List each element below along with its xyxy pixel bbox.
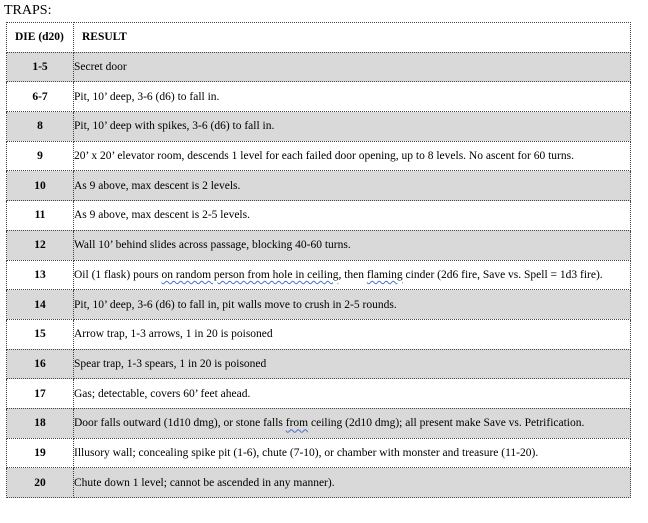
result-cell: Arrow trap, 1-3 arrows, 1 in 20 is poisoned <box>74 319 631 349</box>
result-cell <box>74 260 631 290</box>
die-cell: 18 <box>7 408 74 438</box>
result-cell: Pit, 10’ deep with spikes, 3-6 (d6) to fall in. <box>74 112 631 142</box>
header-result: RESULT <box>74 23 631 53</box>
result-text: Door falls outward (1d10 dmg), or stone falls <box>74 417 286 430</box>
die-cell: 19 <box>7 438 74 468</box>
result-cell <box>74 408 631 438</box>
table-row <box>7 319 631 349</box>
die-cell: 1-5 <box>7 52 74 82</box>
table-row <box>7 468 631 498</box>
table-row <box>7 379 631 409</box>
table-row <box>7 171 631 201</box>
die-cell: 15 <box>7 319 74 349</box>
table-row <box>7 438 631 468</box>
table-row <box>7 201 631 231</box>
result-cell: Illusory wall; concealing spike pit (1-6), chute (7-10), or chamber with monster and treasure (11-20). <box>74 438 631 468</box>
table-row <box>7 230 631 260</box>
traps-table <box>6 22 631 498</box>
table-header-row <box>7 23 631 53</box>
result-text: , then <box>338 268 367 281</box>
result-cell: Pit, 10’ deep, 3-6 (d6) to fall in. <box>74 82 631 112</box>
result-cell: Secret door <box>74 52 631 82</box>
die-cell: 14 <box>7 290 74 320</box>
result-text: ceiling (2d10 dmg); all present make Save vs. Petrification. <box>308 417 585 430</box>
result-text: cinder (2d6 fire, Save vs. Spell = 1d3 fire). <box>402 268 603 281</box>
result-cell: 20’ x 20’ elevator room, descends 1 level for each failed door opening, up to 8 levels. No ascent for 60 turns. <box>74 141 631 171</box>
table-row <box>7 349 631 379</box>
die-cell: 16 <box>7 349 74 379</box>
table-row <box>7 82 631 112</box>
spellcheck-underlined-text: on random person from hole in ceiling <box>161 268 339 281</box>
die-cell: 12 <box>7 230 74 260</box>
die-cell: 20 <box>7 468 74 498</box>
die-cell: 17 <box>7 379 74 409</box>
result-cell: Chute down 1 level; cannot be ascended in any manner). <box>74 468 631 498</box>
table-row <box>7 52 631 82</box>
die-cell: 8 <box>7 112 74 142</box>
table-row <box>7 141 631 171</box>
die-cell: 11 <box>7 201 74 231</box>
result-cell: As 9 above, max descent is 2 levels. <box>74 171 631 201</box>
spellcheck-underlined-text: flaming <box>366 268 403 281</box>
table-row <box>7 408 631 438</box>
die-cell: 9 <box>7 141 74 171</box>
table-row <box>7 260 631 290</box>
die-cell: 6-7 <box>7 82 74 112</box>
result-cell: Spear trap, 1-3 spears, 1 in 20 is poisoned <box>74 349 631 379</box>
table-row <box>7 112 631 142</box>
result-cell: Gas; detectable, covers 60’ feet ahead. <box>74 379 631 409</box>
table-row <box>7 290 631 320</box>
result-cell: Wall 10’ behind slides across passage, blocking 40-60 turns. <box>74 230 631 260</box>
result-text: Oil (1 flask) pours <box>74 268 162 281</box>
spellcheck-underlined-text: from <box>285 417 309 430</box>
die-cell: 10 <box>7 171 74 201</box>
result-cell: As 9 above, max descent is 2-5 levels. <box>74 201 631 231</box>
header-die: DIE (d20) <box>7 23 74 53</box>
result-cell: Pit, 10’ deep, 3-6 (d6) to fall in, pit walls move to crush in 2-5 rounds. <box>74 290 631 320</box>
page-title: TRAPS: <box>4 3 52 18</box>
die-cell: 13 <box>7 260 74 290</box>
